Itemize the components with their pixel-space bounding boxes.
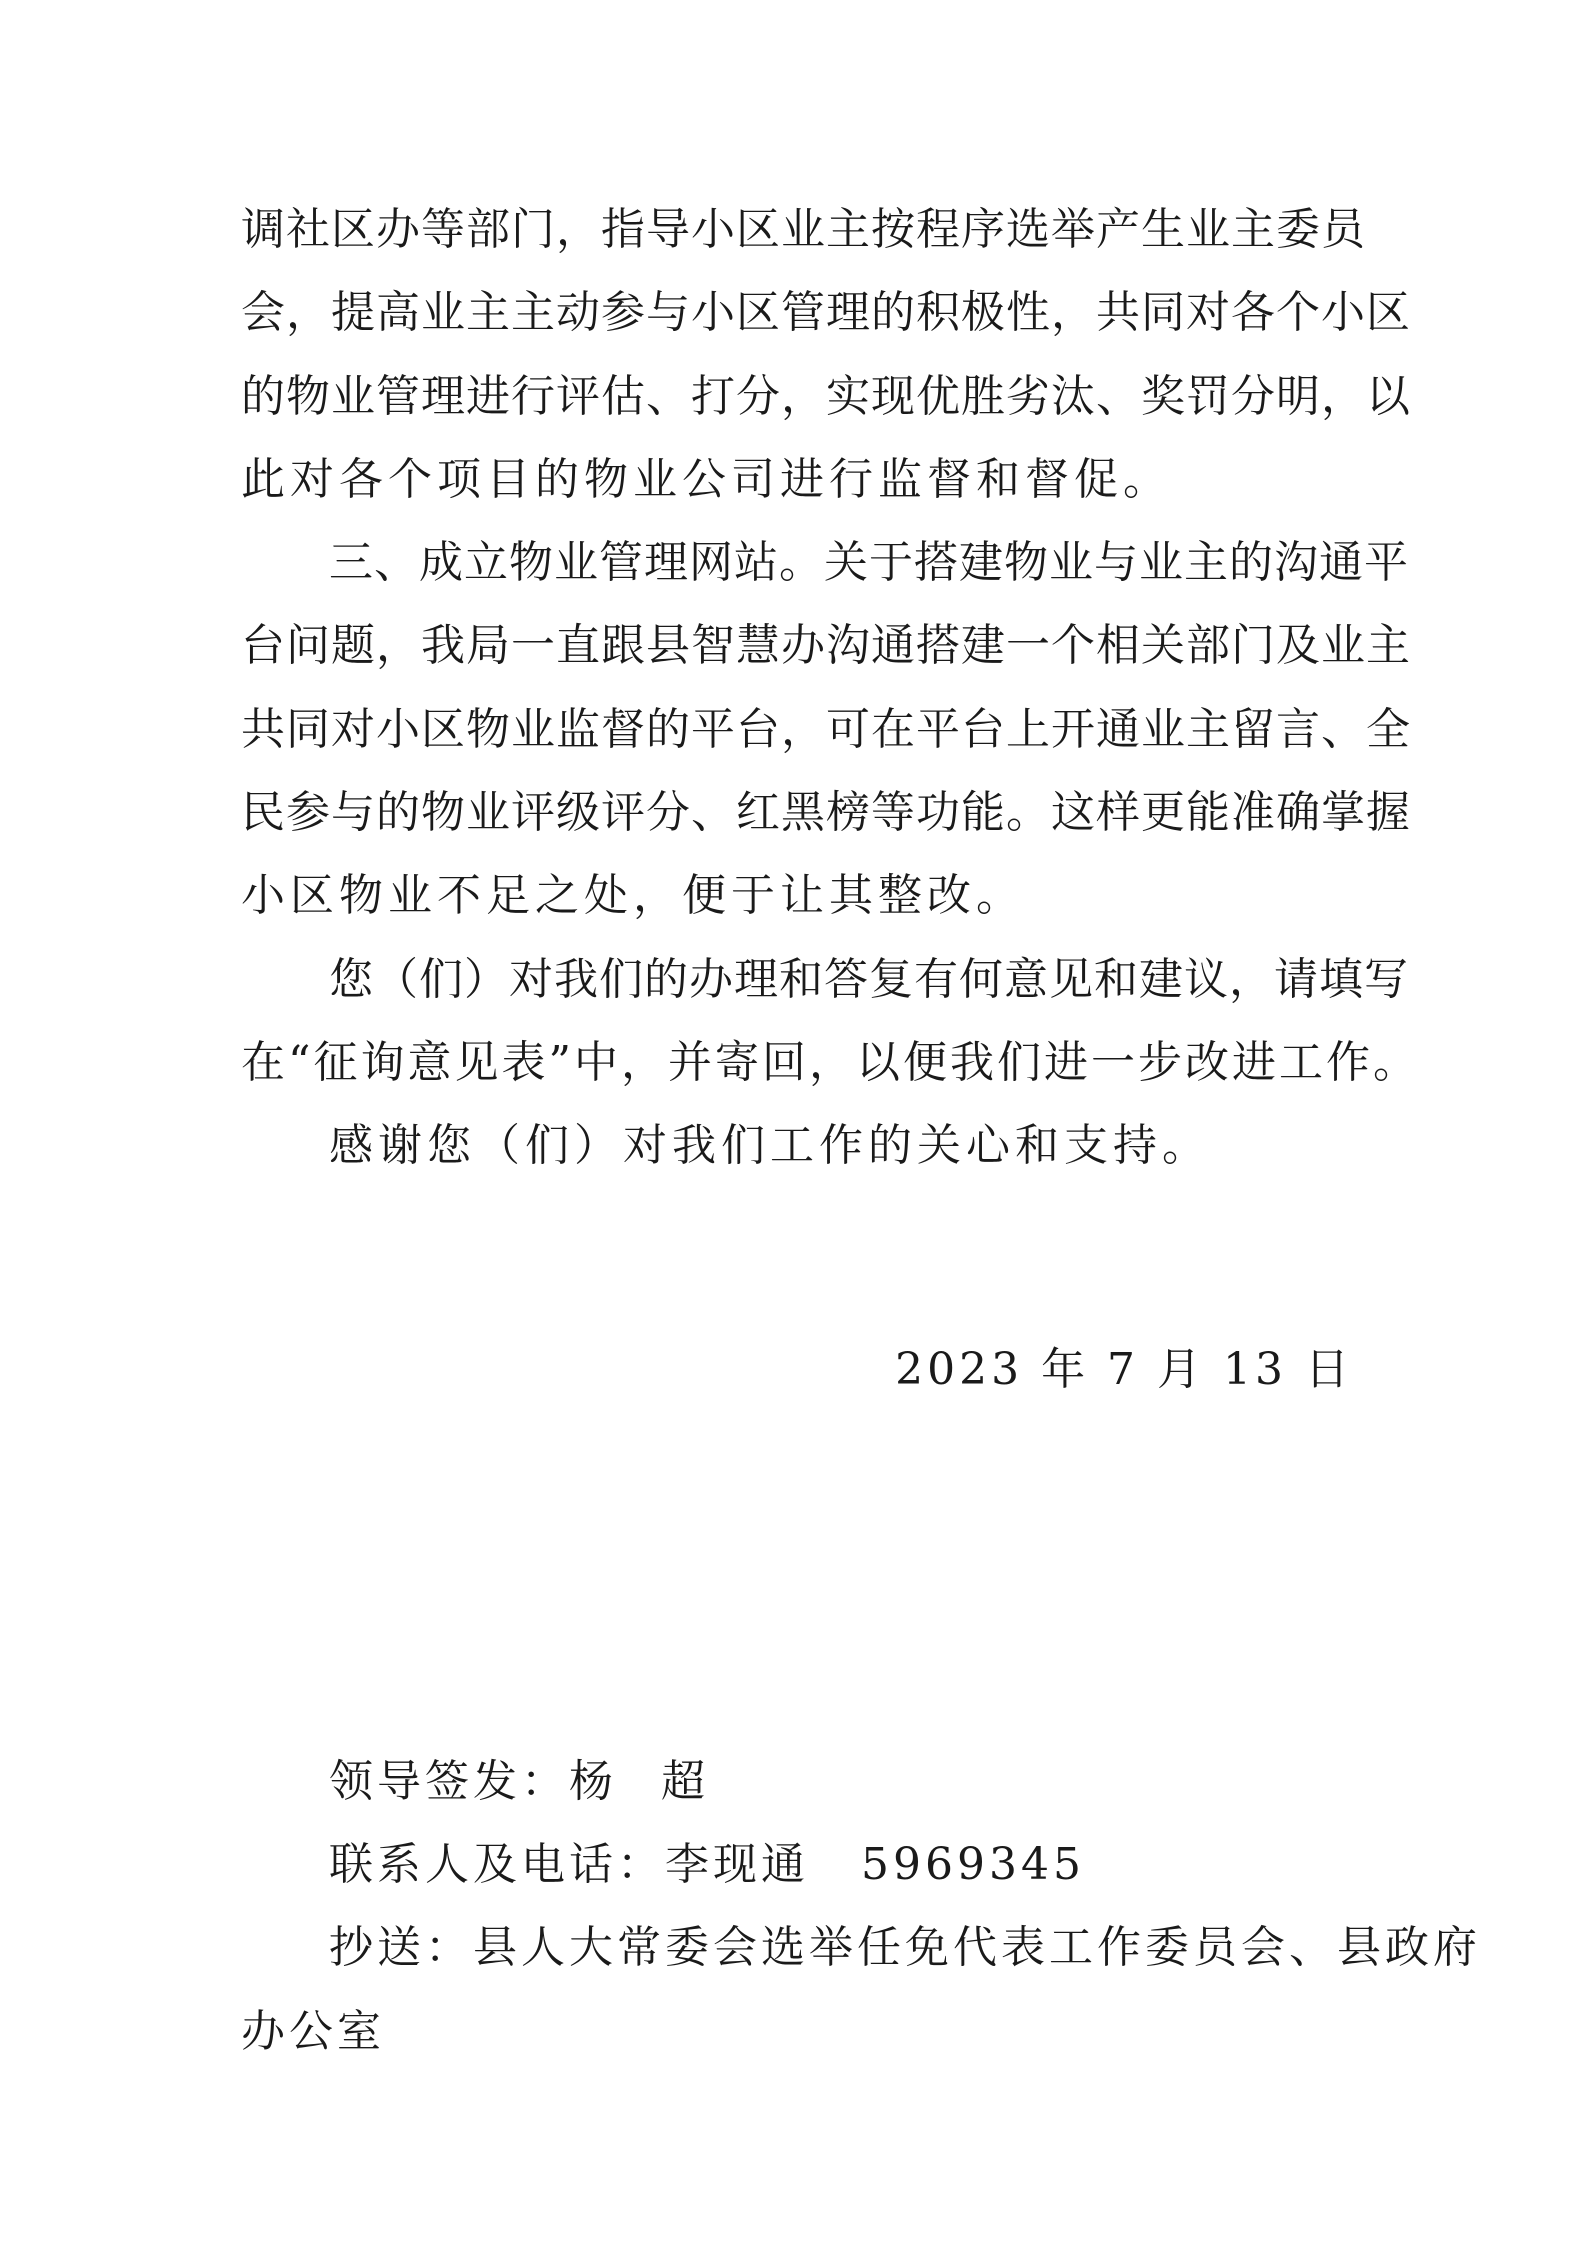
contact-name: 李现通 [665,1839,809,1890]
contact-line [329,1835,1085,1895]
body-line-11: 在“征询意见表”中，并寄回，以便我们进一步改进工作。 [241,1037,1420,1088]
contact-label: 联系人及电话： [329,1839,665,1890]
cc-line-2: 办公室 [241,2006,385,2057]
cc-line-1: 抄送：县人大常委会选举任免代表工作委员会、县政府 [329,1922,1481,1973]
body-line-5: 三、成立物业管理网站。关于搭建物业与业主的沟通平 [329,537,1409,588]
contact-phone: 5969345 [861,1839,1085,1890]
body-line-2: 会，提高业主主动参与小区管理的积极性，共同对各个小区 [241,287,1411,338]
signer-given-name: 超 [661,1756,709,1807]
body-line-6: 台问题，我局一直跟县智慧办沟通搭建一个相关部门及业主 [241,620,1411,671]
signer-surname: 杨 [569,1756,617,1807]
body-line-1: 调社区办等部门，指导小区业主按程序选举产生业主委员 [241,204,1366,255]
signer-line [329,1752,709,1812]
body-line-12: 感谢您（们）对我们工作的关心和支持。 [329,1120,1211,1171]
body-line-9: 小区物业不足之处，便于让其整改。 [241,870,1025,921]
signer-label: 领导签发： [329,1756,569,1807]
document-date: 2023 年 7 月 13 日 [895,1344,1353,1395]
body-line-8: 民参与的物业评级评分、红黑榜等功能。这样更能准确掌握 [241,787,1411,838]
body-line-10: 您（们）对我们的办理和答复有何意见和建议，请填写 [329,954,1409,1005]
body-line-3: 的物业管理进行评估、打分，实现优胜劣汰、奖罚分明，以 [241,371,1411,422]
body-line-4: 此对各个项目的物业公司进行监督和督促。 [241,454,1172,505]
body-line-7: 共同对小区物业监督的平台，可在平台上开通业主留言、全 [241,704,1411,755]
